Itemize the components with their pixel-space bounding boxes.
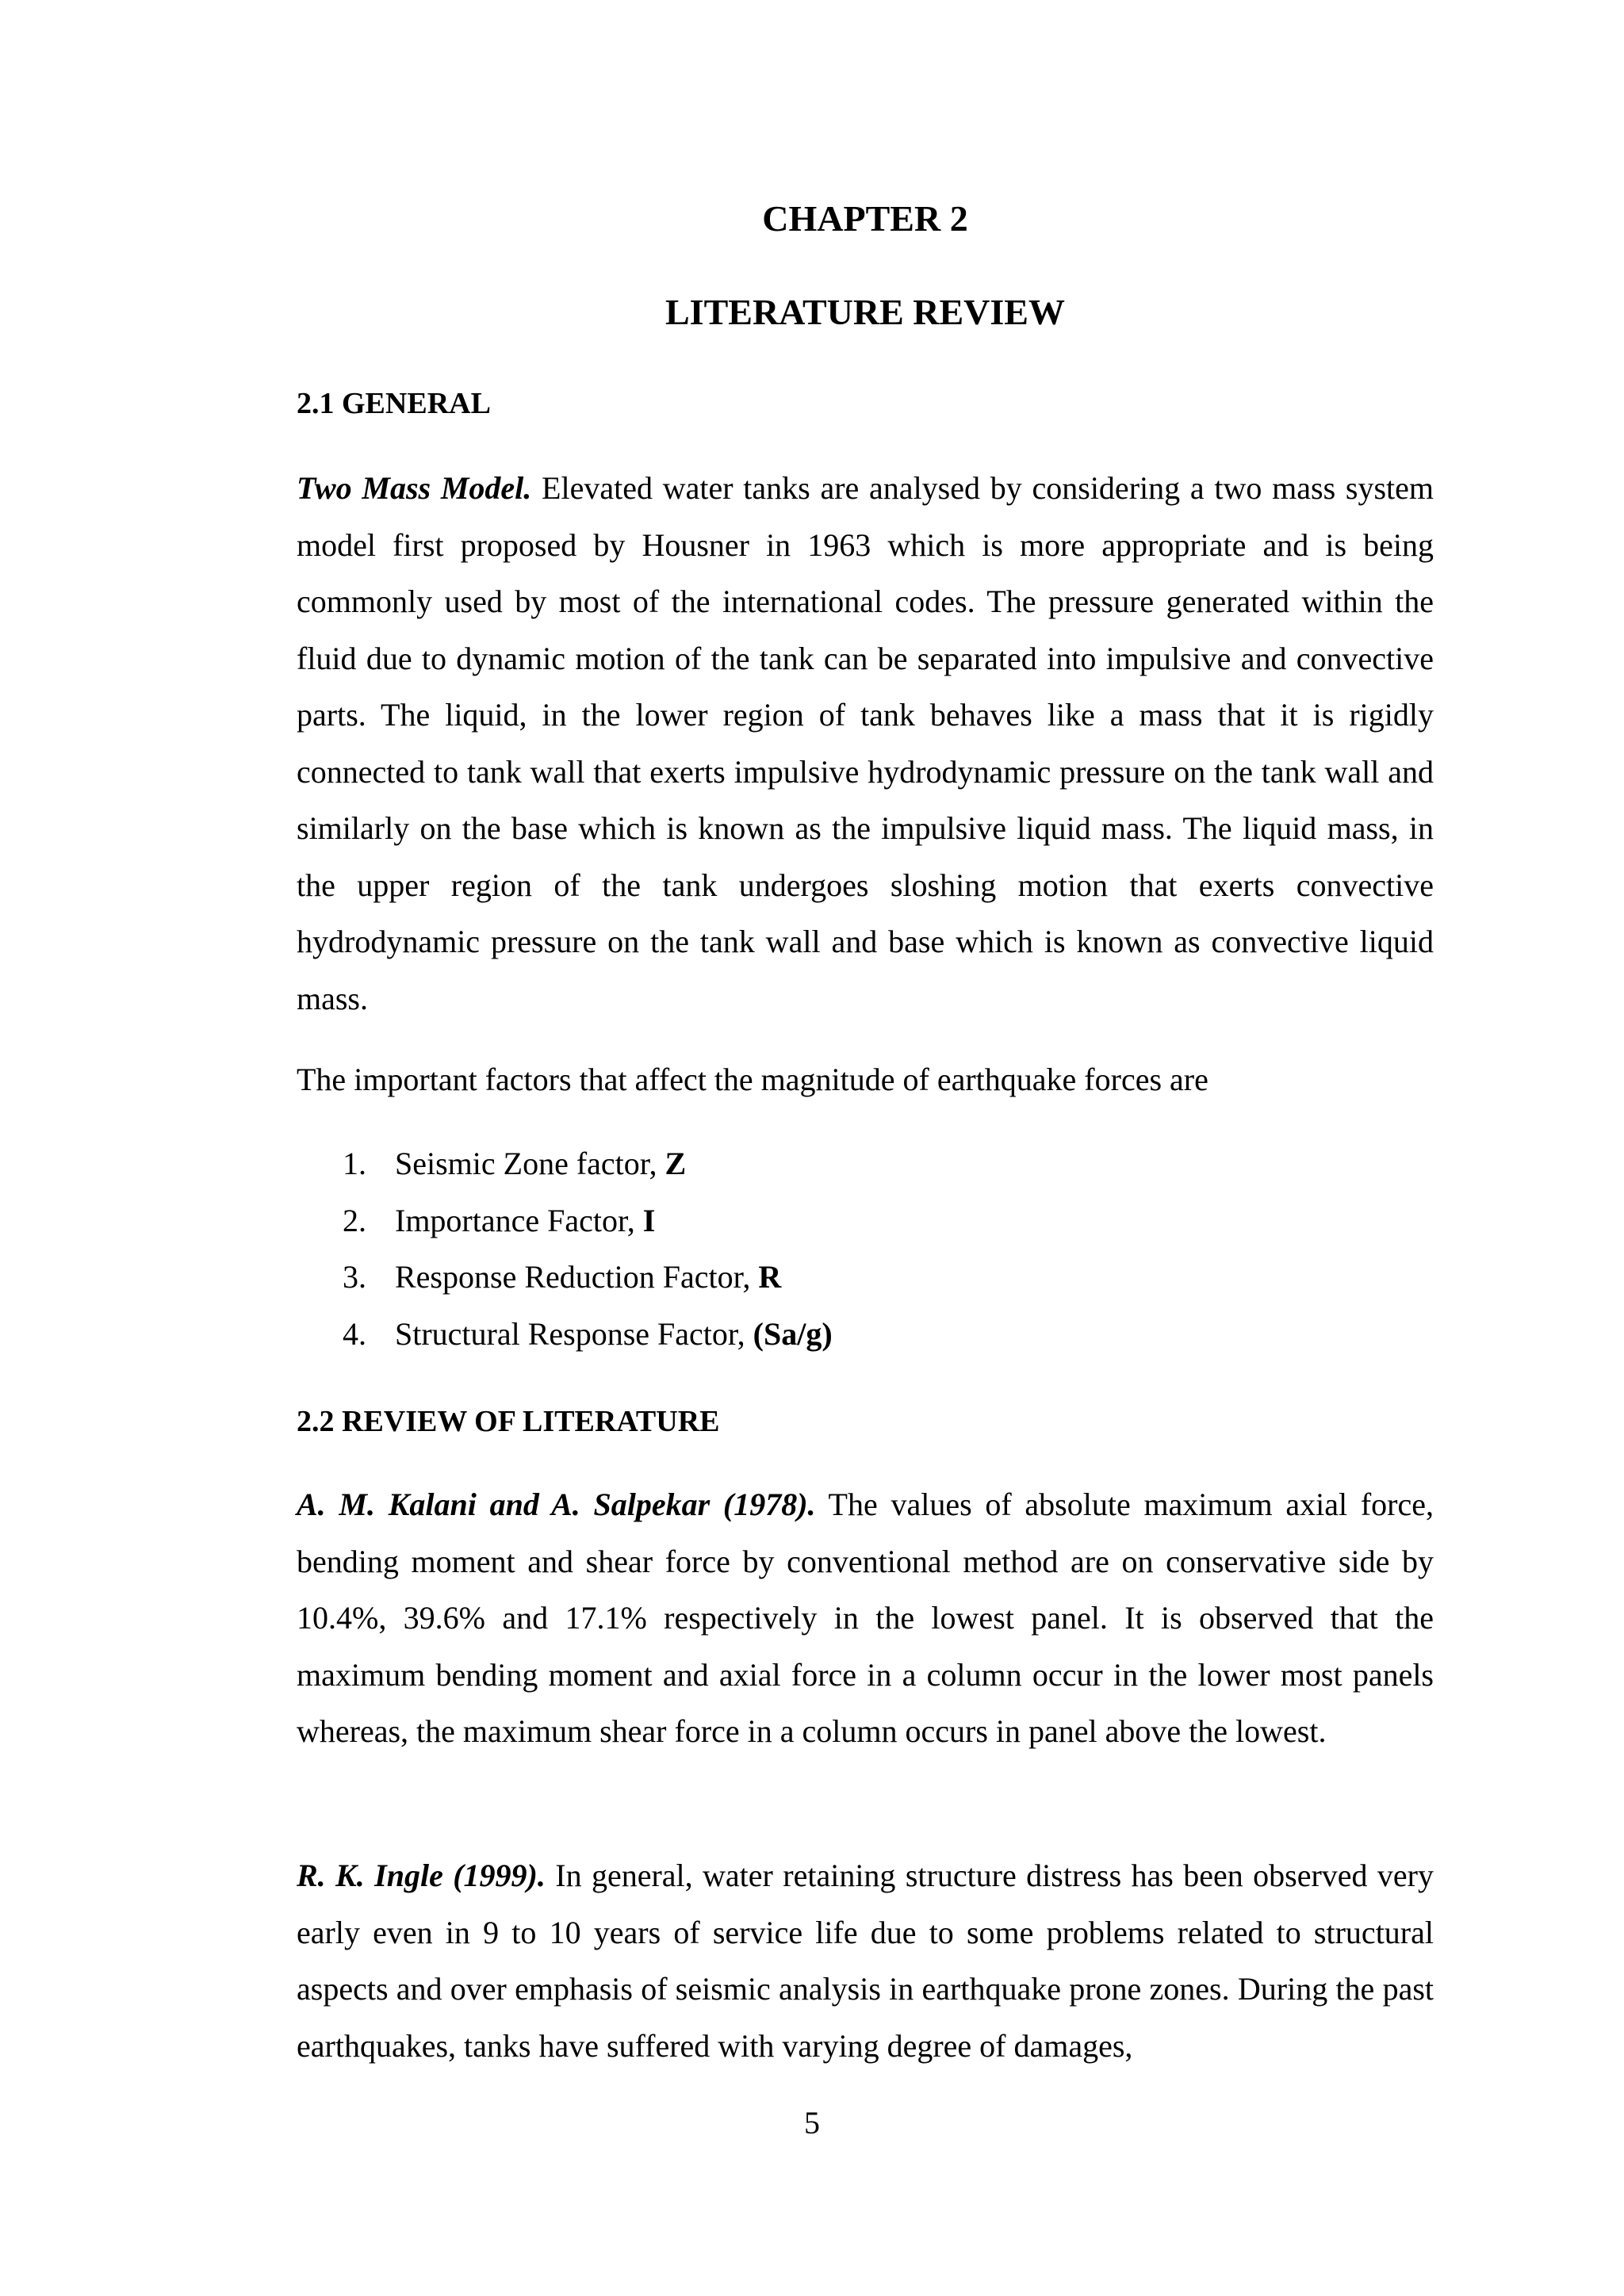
factors-intro: The important factors that affect the magnitude of earthquake forces are — [297, 1062, 1208, 1097]
section-heading-general: 2.1 GENERAL — [297, 387, 491, 420]
paragraph-two-mass-model — [297, 460, 1434, 1027]
factor-symbol: I — [642, 1202, 656, 1238]
section-heading-review: 2.2 REVIEW OF LITERATURE — [297, 1405, 720, 1438]
factor-symbol: R — [758, 1259, 782, 1295]
paragraph-lead: R. K. Ingle (1999). — [297, 1858, 546, 1893]
list-item — [297, 1312, 1434, 1369]
paragraph-body: Elevated water tanks are analysed by considering a two mass system model first proposed by Housner in 1963 which is more appropriate and is being commonly used by most of the international codes. The pressure generated within the fluid due to dynamic motion of the tank can be separated into impulsive and convective parts. The liquid, in the lower region of tank behaves like a mass that it is rigidly connected to tank wall that exerts impulsive hydrodynamic pressure on the tank wall and similarly on the base which is known as the impulsive liquid mass. The liquid mass, in the upper region of the tank undergoes sloshing motion that exerts convective hydrodynamic pressure on the tank wall and base which is known as convective liquid mass. — [297, 470, 1434, 1016]
paragraph-kalani-salpekar — [297, 1476, 1434, 1760]
paragraph-body: In general, water retaining structure distress has been observed very early even in 9 to 10 years of service life due to some problems related to structural aspects and over emphasis of seismic analysis in earthquake prone zones. During the past earthquakes, tanks have suffered with varying degree of damages, — [297, 1858, 1434, 2064]
chapter-title: LITERATURE REVIEW — [665, 292, 1065, 332]
factor-label: Seismic Zone factor, — [395, 1146, 665, 1181]
factor-label: Response Reduction Factor, — [395, 1259, 759, 1295]
list-item-number: 3. — [343, 1259, 366, 1295]
list-item-number: 2. — [343, 1202, 366, 1238]
list-item-number: 4. — [343, 1315, 366, 1352]
list-item — [297, 1199, 1434, 1256]
list-item-text — [395, 1312, 833, 1357]
list-item — [297, 1142, 1434, 1199]
paragraph-lead: A. M. Kalani and A. Salpekar (1978). — [297, 1487, 816, 1522]
factors-list — [297, 1142, 1434, 1368]
factor-label: Structural Response Factor, — [395, 1315, 753, 1352]
list-item — [297, 1255, 1434, 1312]
list-item-number: 1. — [343, 1146, 366, 1181]
factor-symbol: Z — [665, 1146, 687, 1181]
list-item-text — [395, 1142, 686, 1186]
chapter-number: CHAPTER 2 — [762, 198, 968, 239]
factor-label: Importance Factor, — [395, 1202, 643, 1238]
list-item-text — [395, 1199, 655, 1243]
page-number: 5 — [804, 2105, 820, 2141]
factor-symbol: (Sa/g) — [753, 1315, 833, 1352]
paragraph-lead: Two Mass Model. — [297, 470, 532, 506]
paragraph-ingle — [297, 1847, 1434, 2074]
paragraph-body: The values of absolute maximum axial force, bending moment and shear force by conventional method are on conservative side by 10.4%, 39.6% and 17.1% respectively in the lowest panel. It is observed that the maximum bending moment and axial force in a column occur in the lower most panels whereas, the maximum shear force in a column occurs in panel above the lowest. — [297, 1487, 1434, 1749]
list-item-text — [395, 1255, 781, 1299]
